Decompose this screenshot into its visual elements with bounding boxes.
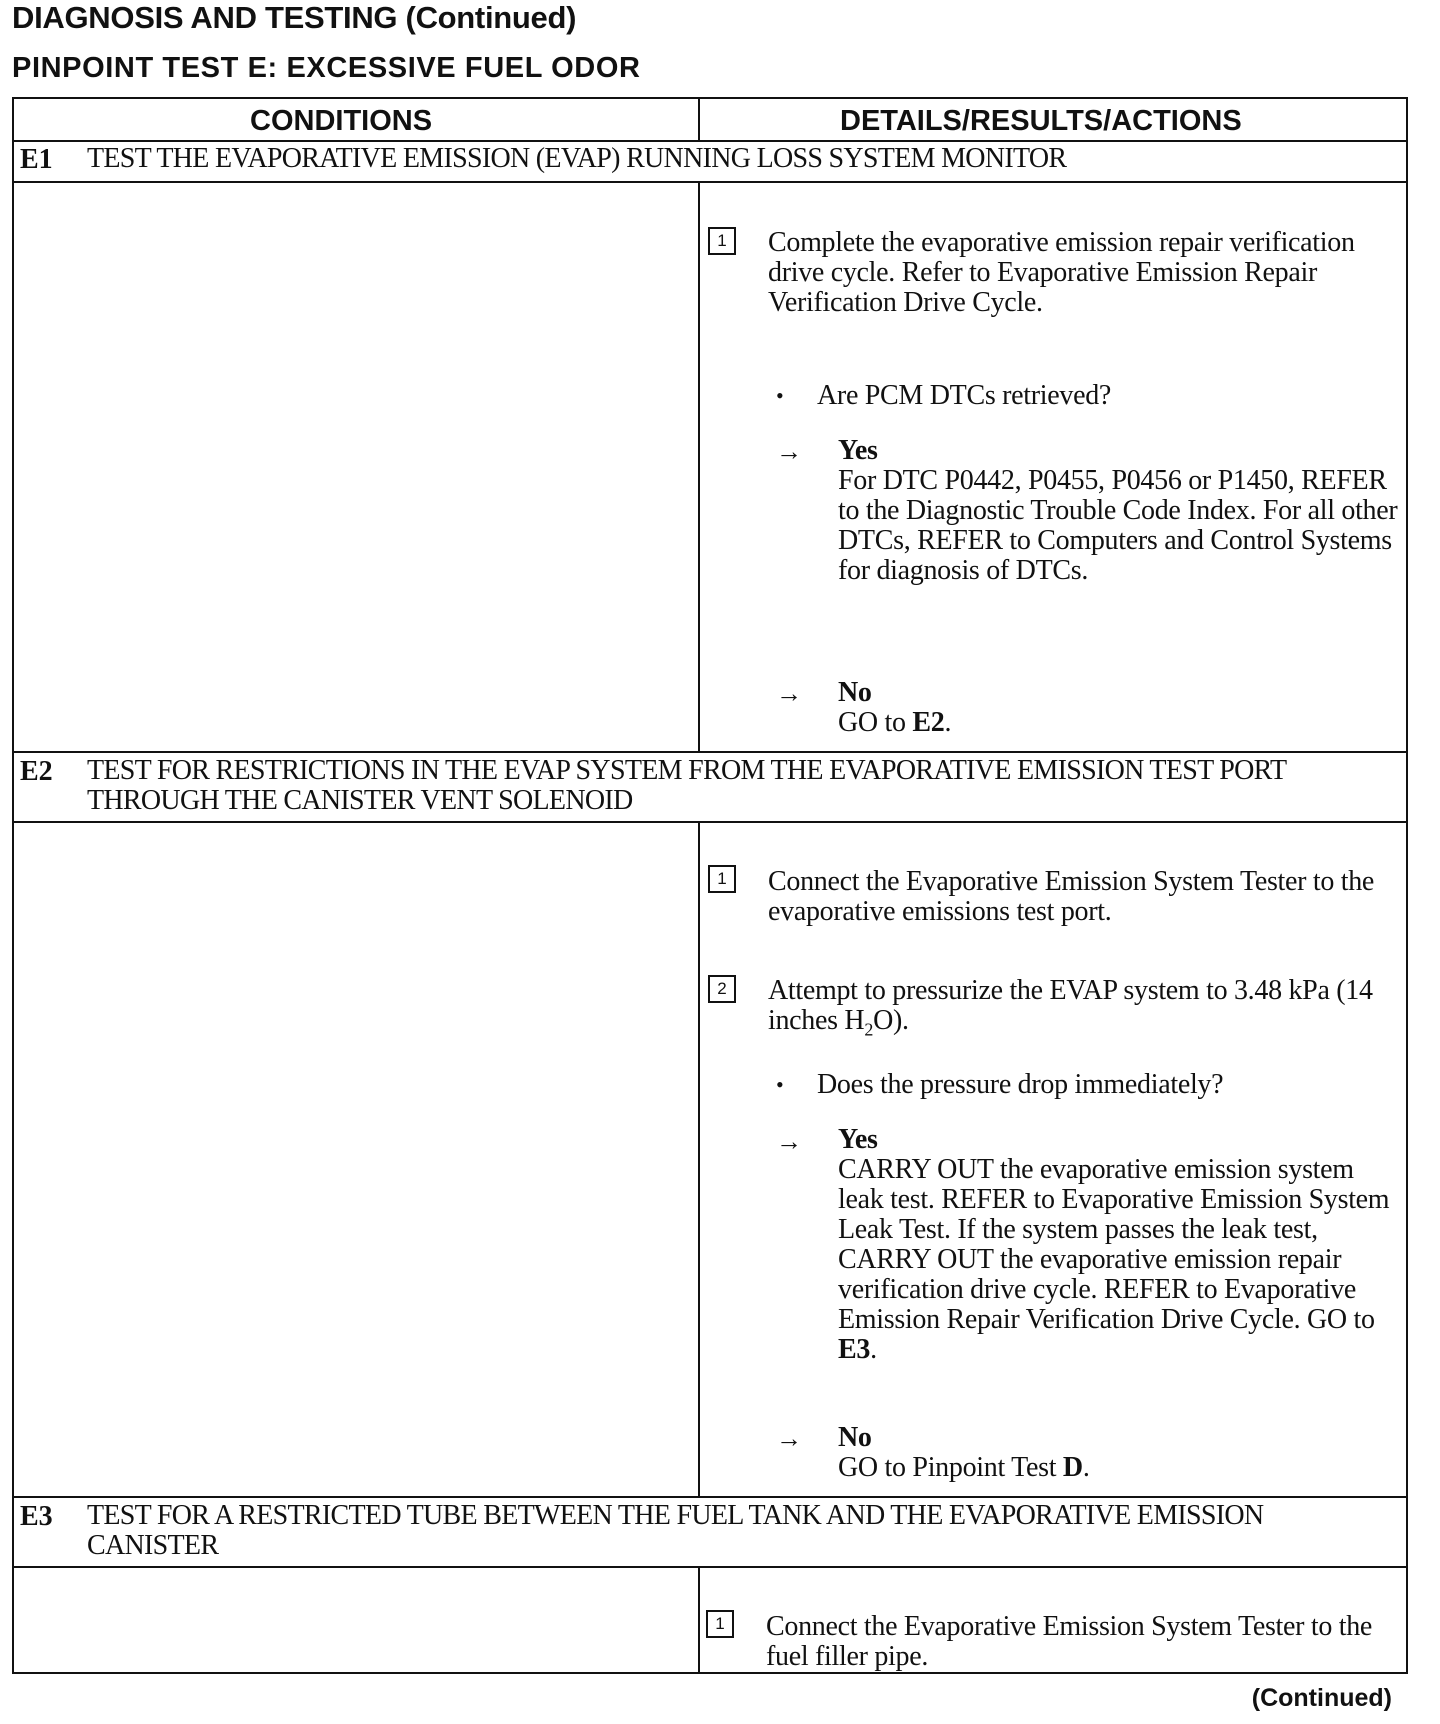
bullet-icon: •	[776, 1072, 784, 1097]
step-title: TEST FOR A RESTRICTED TUBE BETWEEN THE FUEL TANK AND THE EVAPORATIVE EMISSION CANISTER	[87, 1500, 1264, 1561]
step-number-box: 2	[708, 975, 736, 1003]
column-divider	[698, 821, 700, 1496]
step-number-box: 1	[708, 865, 736, 893]
no-text: GO to E2.	[838, 707, 952, 738]
section-title: DIAGNOSIS AND TESTING (Continued)	[12, 0, 577, 35]
no-result	[838, 1423, 1398, 1483]
arrow-right-icon: →	[776, 1424, 802, 1453]
arrow-right-icon: →	[776, 679, 802, 708]
pinpoint-test-table	[12, 97, 1408, 1674]
step-id: E1	[20, 144, 53, 175]
yes-result	[838, 1125, 1404, 1365]
question-text: Are PCM DTCs retrieved?	[817, 380, 1112, 411]
divider	[14, 1566, 1406, 1568]
step-number-box: 1	[706, 1610, 734, 1638]
step-title: TEST FOR RESTRICTIONS IN THE EVAP SYSTEM FROM THE EVAPORATIVE EMISSION TEST PORT THROUGH THE CANISTER VENT SOLENOID	[87, 755, 1286, 816]
step-number-box: 1	[708, 227, 736, 255]
column-divider	[698, 181, 700, 751]
action-text: Complete the evaporative emission repair verification drive cycle. Refer to Evaporative Emission Repair Verification Drive Cycle.	[768, 227, 1355, 318]
column-header-details: DETAILS/RESULTS/ACTIONS	[840, 105, 1242, 137]
divider	[14, 821, 1406, 823]
action-text: Attempt to pressurize the EVAP system to 3.48 kPa (14 inches $H_2O$).	[768, 975, 1373, 1040]
bullet-icon: •	[776, 383, 784, 408]
no-text: GO to Pinpoint Test D.	[838, 1452, 1090, 1483]
column-divider	[698, 1566, 700, 1674]
yes-result	[838, 436, 1398, 586]
no-label: No	[838, 677, 872, 708]
divider	[14, 181, 1406, 183]
pinpoint-test-title: PINPOINT TEST E: EXCESSIVE FUEL ODOR	[12, 52, 641, 84]
action-text: Connect the Evaporative Emission System Tester to the evaporative emissions test port.	[768, 866, 1375, 927]
no-label: No	[838, 1422, 872, 1453]
yes-label: Yes	[838, 1124, 878, 1155]
yes-text: CARRY OUT the evaporative emission system leak test. REFER to Evaporative Emission System Leak Test. If the system passes the leak test, CARRY OUT the evaporative emission repair verification drive cycle. REFER to Evaporative Emission Repair Verification Drive Cycle. GO to E3.	[838, 1154, 1390, 1365]
step-title: TEST THE EVAPORATIVE EMISSION (EVAP) RUNNING LOSS SYSTEM MONITOR	[87, 143, 1067, 174]
arrow-right-icon: →	[776, 437, 802, 466]
no-result	[838, 678, 1398, 738]
step-id: E3	[20, 1501, 53, 1532]
divider	[14, 1496, 1406, 1498]
action-text: Connect the Evaporative Emission System Tester to the fuel filler pipe.	[766, 1611, 1373, 1672]
yes-label: Yes	[838, 435, 878, 466]
column-header-conditions: CONDITIONS	[250, 105, 433, 137]
question-text: Does the pressure drop immediately?	[817, 1069, 1224, 1100]
column-divider	[698, 99, 700, 140]
yes-text: For DTC P0442, P0455, P0456 or P1450, REFER to the Diagnostic Trouble Code Index. For all other DTCs, REFER to Computers and Control Systems for diagnosis of DTCs.	[838, 465, 1398, 586]
continued-note: (Continued)	[1251, 1684, 1392, 1712]
divider	[14, 140, 1406, 142]
step-id: E2	[20, 756, 53, 787]
divider	[14, 751, 1406, 753]
arrow-right-icon: →	[776, 1127, 802, 1156]
